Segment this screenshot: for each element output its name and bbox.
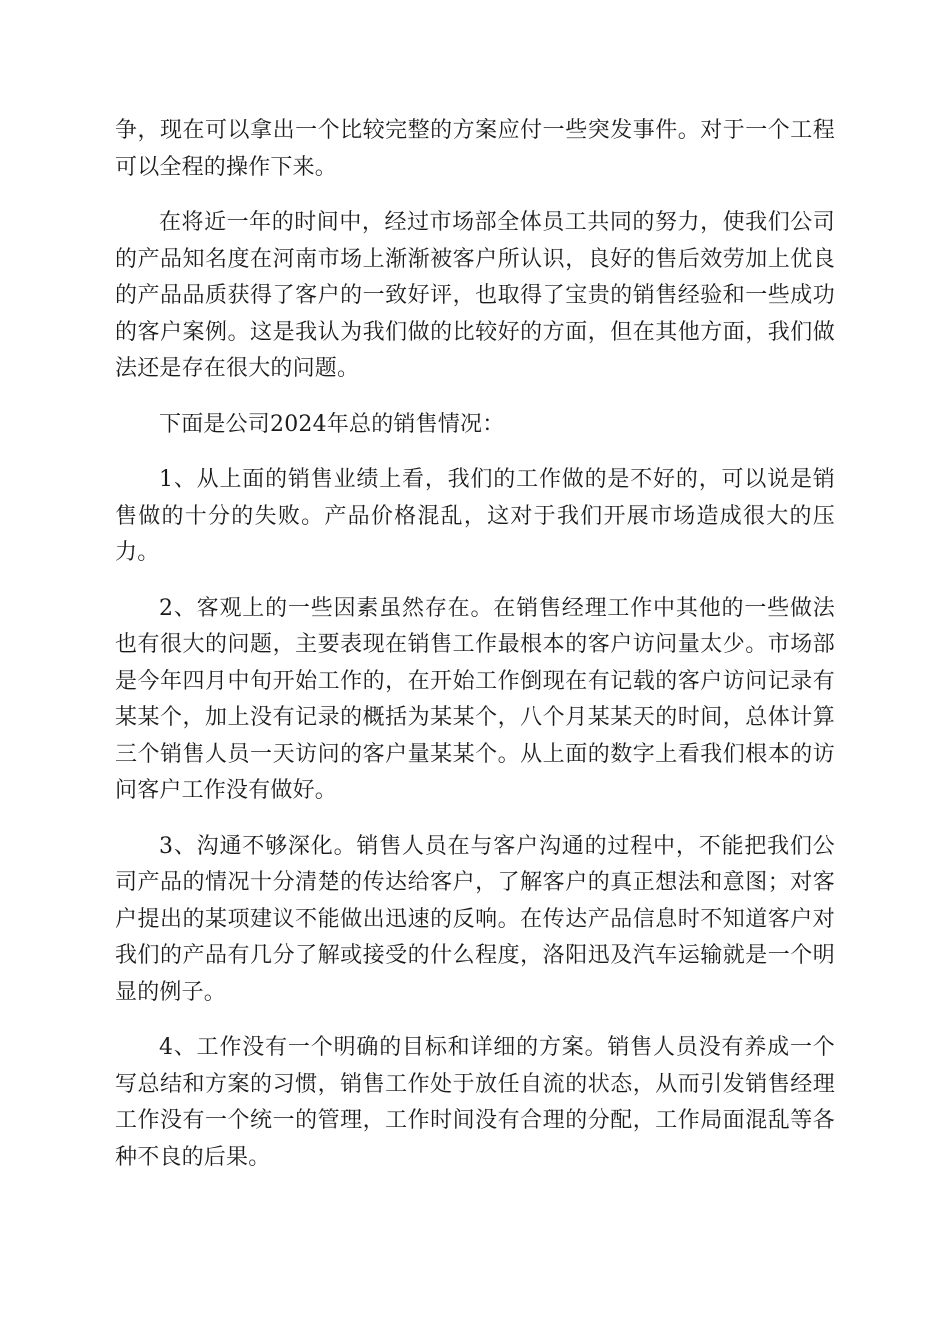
document-body [115, 113, 835, 1195]
paragraph-point-3: 3、沟通不够深化。销售人员在与客户沟通的过程中，不能把我们公司产品的情况十分清楚的传达给客户，了解客户的真正想法和意图；对客户提出的某项建议不能做出迅速的反响。在传达产品信息时不知道客户对我们的产品有几分了解或接受的什么程度，洛阳迅及汽车运输就是一个明显的例子。 [115, 833, 835, 1005]
paragraph-point-1: 1、从上面的销售业绩上看，我们的工作做的是不好的，可以说是销售做的十分的失败。产品价格混乱，这对于我们开展市场造成很大的压力。 [115, 467, 835, 565]
paragraph-point-4: 4、工作没有一个明确的目标和详细的方案。销售人员没有养成一个写总结和方案的习惯，销售工作处于放任自流的状态，从而引发销售经理工作没有一个统一的管理，工作时间没有合理的分配，工作局面混乱等各种不良的后果。 [115, 1035, 835, 1170]
paragraph-point-2: 2、客观上的一些因素虽然存在。在销售经理工作中其他的一些做法也有很大的问题，主要表现在销售工作最根本的客户访问量太少。市场部是今年四月中旬开始工作的，在开始工作倒现在有记载的客户访问记录有某某个，加上没有记录的概括为某某个，八个月某某天的时间，总体计算三个销售人员一天访问的客户量某某个。从上面的数字上看我们根本的访问客户工作没有做好。 [115, 595, 835, 803]
paragraph-market-summary: 在将近一年的时间中，经过市场部全体员工共同的努力，使我们公司的产品知名度在河南市场上渐渐被客户所认识，良好的售后效劳加上优良的产品品质获得了客户的一致好评，也取得了宝贵的销售经验和一些成功的客户案例。这是我认为我们做的比较好的方面，但在其他方面，我们做法还是存在很大的问题。 [115, 210, 835, 381]
paragraph-sales-intro: 下面是公司2024年总的销售情况： [159, 411, 505, 437]
paragraph-continuation: 争，现在可以拿出一个比较完整的方案应付一些突发事件。对于一个工程可以全程的操作下来。 [115, 118, 835, 180]
